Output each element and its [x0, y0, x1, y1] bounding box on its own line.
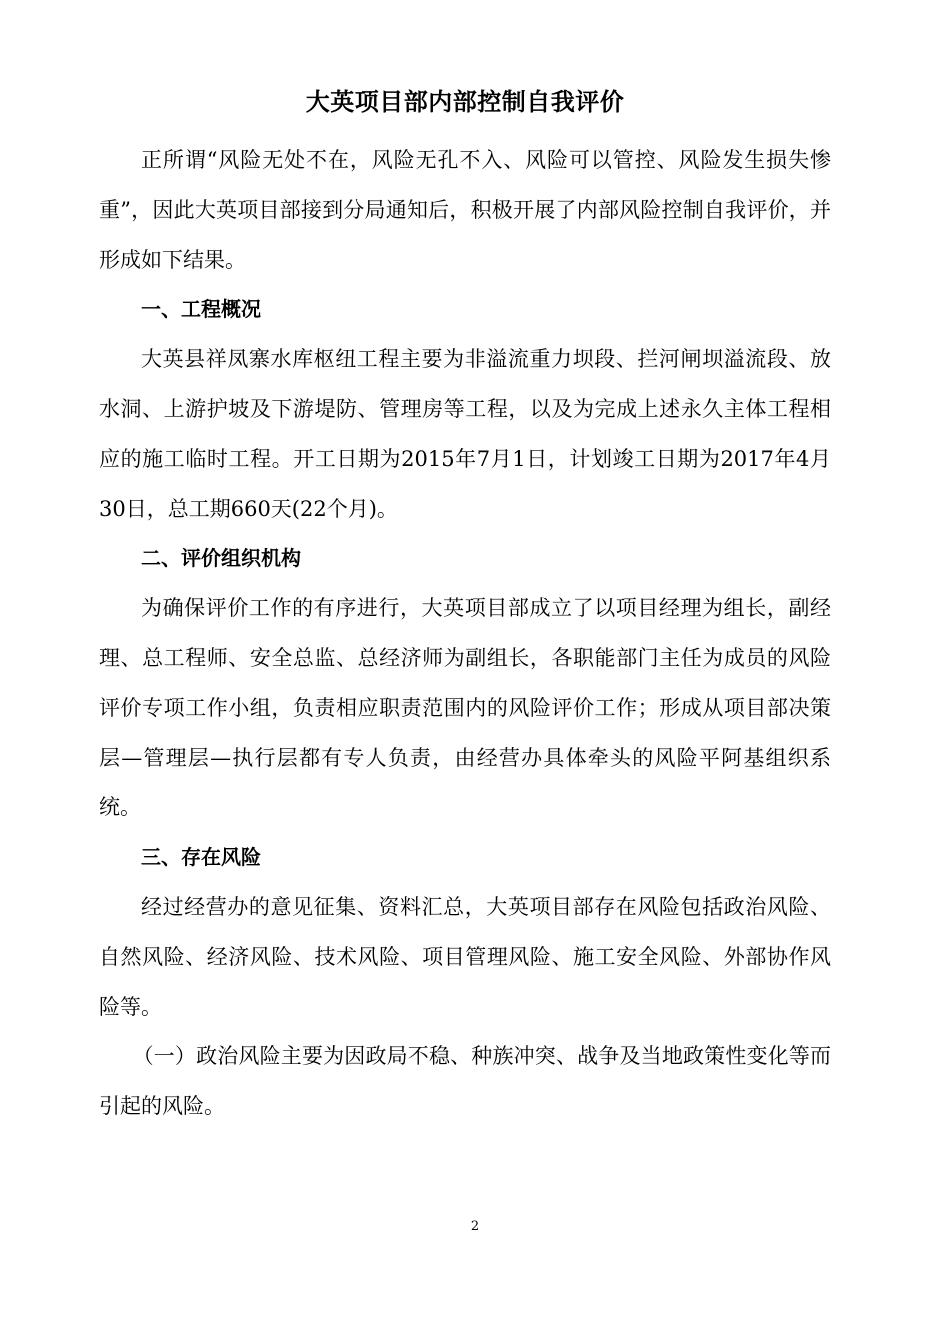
- intro-paragraph: 正所谓“风险无处不在，风险无孔不入、风险可以管控、风险发生损失惨重”，因此大英项目部接到分局通知后，积极开展了内部风险控制自我评价，并形成如下结果。: [99, 148, 831, 272]
- section-heading-overview: 一、工程概况: [141, 297, 261, 322]
- section-paragraph-overview: 大英县祥凤寨水库枢纽工程主要为非溢流重力坝段、拦河闸坝溢流段、放水洞、上游护坡及下游堤防、管理房等工程，以及为完成上述永久主体工程相应的施工临时工程。开工日期为2015年7月1日，计划竣工日期为2017年4月30日，总工期660天(22个月)。: [99, 347, 831, 521]
- section-paragraph-political-risk: （一）政治风险主要为因政局不稳、种族冲突、战争及当地政策性变化等而引起的风险。: [99, 1044, 831, 1119]
- section-paragraph-risks: 经过经营办的意见征集、资料汇总，大英项目部存在风险包括政治风险、自然风险、经济风险、技术风险、项目管理风险、施工安全风险、外部协作风险等。: [99, 894, 831, 1019]
- page-number: 2: [470, 1219, 480, 1234]
- section-heading-risks: 三、存在风险: [141, 845, 261, 870]
- document-title: 大英项目部内部控制自我评价: [305, 88, 625, 116]
- document-page: [99, 82, 831, 1132]
- section-heading-organization: 二、评价组织机构: [141, 546, 301, 571]
- section-paragraph-organization: 为确保评价工作的有序进行，大英项目部成立了以项目经理为组长，副经理、总工程师、安全总监、总经济师为副组长，各职能部门主任为成员的风险评价专项工作小组，负责相应职责范围内的风险评价工作；形成从项目部决策层—管理层—执行层都有专人负责，由经营办具体牵头的风险平阿基组织系统。: [99, 596, 831, 820]
